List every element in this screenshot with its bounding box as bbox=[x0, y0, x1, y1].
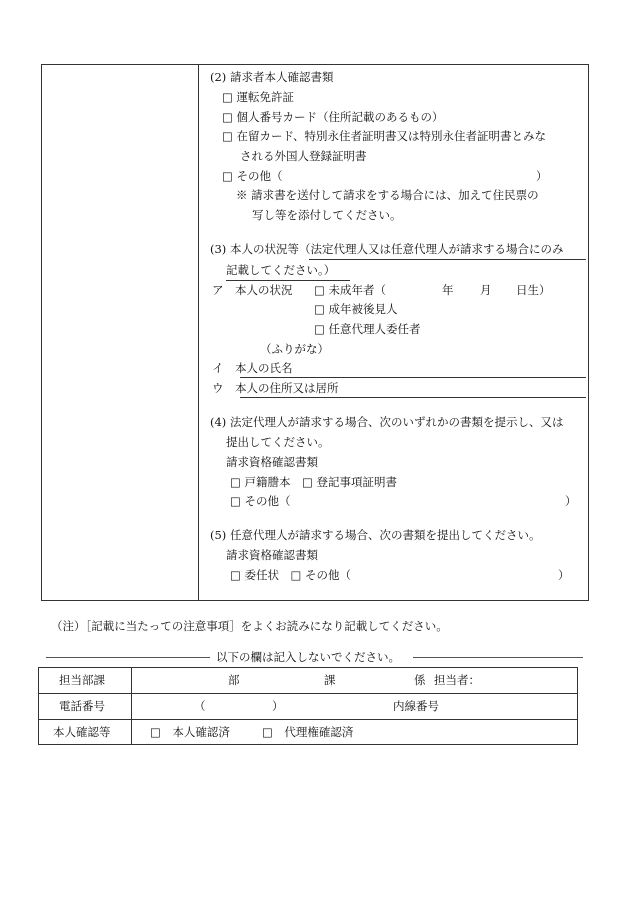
birth-day-label: 日生） bbox=[516, 283, 551, 297]
section5-doc-title: 請求資格確認書類 bbox=[226, 548, 318, 562]
section4-other-close: ） bbox=[565, 494, 577, 508]
person-address-field[interactable] bbox=[240, 397, 586, 398]
office-column-divider bbox=[131, 667, 132, 745]
verification-label: 本人確認等 bbox=[53, 725, 111, 739]
person-address-label: ウ 本人の住所又は居所 bbox=[212, 381, 339, 395]
separator-left bbox=[46, 657, 210, 658]
mail-request-note-cont: 写し等を添付してください。 bbox=[252, 208, 402, 222]
person-status-label: ア 本人の状況 bbox=[212, 283, 293, 297]
checkbox-my-number-card[interactable]: □ 個人番号カード（住所記載のあるもの） bbox=[222, 110, 444, 124]
section3-heading-prefix: (3) 本人の状況等 bbox=[210, 242, 299, 256]
checkbox-identity-verified[interactable]: □ 本人確認済 bbox=[150, 725, 230, 739]
instructions-note: （注）［記載に当たっての注意事項］をよくお読みになり記載してください。 bbox=[51, 619, 448, 633]
dept-label: 担当部課 bbox=[59, 673, 105, 687]
birth-year-label: 年 bbox=[442, 283, 454, 297]
phone-paren-open: （ bbox=[194, 699, 206, 713]
checkbox-proxy-verified[interactable]: □ 代理権確認済 bbox=[262, 725, 354, 739]
heading-underline-2 bbox=[226, 280, 350, 281]
checkbox-other-id[interactable]: □ その他（ bbox=[222, 169, 283, 183]
column-divider bbox=[198, 64, 199, 601]
phone-label: 電話番号 bbox=[59, 699, 105, 713]
section4-heading-line2: 提出してください。 bbox=[226, 435, 330, 449]
section5-other-close: ） bbox=[558, 568, 570, 582]
furigana-label: （ふりがな） bbox=[260, 342, 329, 356]
heading-underline bbox=[309, 259, 586, 260]
office-row-divider-2 bbox=[38, 719, 578, 720]
staff-label: 担当者： bbox=[434, 673, 480, 687]
checkbox-minor[interactable]: □ 未成年者（ bbox=[314, 283, 387, 297]
checkbox-family-register[interactable]: □ 戸籍謄本 □ 登記事項証明書 bbox=[230, 475, 398, 489]
subsection-unit: 係 bbox=[414, 673, 426, 687]
checkbox-residence-card[interactable]: □ 在留カード、特別永住者証明書又は特別永住者証明書とみな bbox=[222, 129, 546, 143]
checkbox-proxy-delegator[interactable]: □ 任意代理人委任者 bbox=[314, 322, 421, 336]
office-row-divider-1 bbox=[38, 693, 578, 694]
extension-label: 内線番号 bbox=[393, 699, 439, 713]
section3-heading bbox=[210, 244, 563, 256]
section4-heading: (4) 法定代理人が請求する場合、次のいずれかの書類を提示し、又は bbox=[210, 415, 564, 429]
person-name-field[interactable] bbox=[240, 377, 586, 378]
checkbox-power-of-attorney[interactable]: □ 委任状 □ その他（ bbox=[230, 568, 352, 582]
section2-heading: (2) 請求者本人確認書類 bbox=[210, 70, 334, 84]
section-unit: 課 bbox=[324, 673, 336, 687]
birth-month-label: 月 bbox=[480, 283, 492, 297]
checkbox-adult-guardian[interactable]: □ 成年被後見人 bbox=[314, 302, 398, 316]
other-id-close-paren: ） bbox=[536, 169, 548, 183]
section3-heading-underlined: （法定代理人又は任意代理人が請求する場合にのみ bbox=[298, 242, 564, 256]
section5-heading: (5) 任意代理人が請求する場合、次の書類を提出してください。 bbox=[210, 528, 541, 542]
section3-heading-line2: 記載してください。） bbox=[226, 263, 336, 277]
dept-unit: 部 bbox=[228, 673, 240, 687]
section4-doc-title: 請求資格確認書類 bbox=[226, 455, 318, 469]
residence-card-continued: される外国人登録証明書 bbox=[240, 149, 367, 163]
mail-request-note: ※ 請求書を送付して請求をする場合には、加えて住民票の bbox=[236, 188, 539, 202]
phone-paren-close: ） bbox=[272, 699, 284, 713]
checkbox-drivers-license[interactable]: □ 運転免許証 bbox=[222, 90, 295, 104]
separator-right bbox=[413, 657, 583, 658]
person-name-label: イ 本人の氏名 bbox=[212, 361, 293, 375]
checkbox-section4-other[interactable]: □ その他（ bbox=[230, 494, 291, 508]
do-not-fill-notice: 以下の欄は記入しないでください。 bbox=[216, 650, 400, 664]
